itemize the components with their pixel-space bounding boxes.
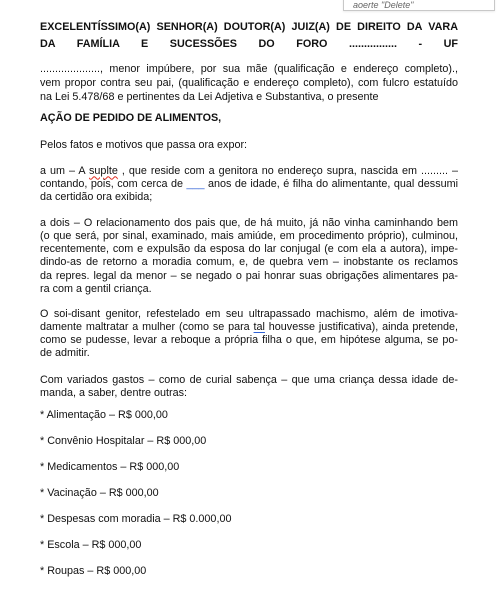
expense-list [40,402,458,584]
heading-line: EXCELENTÍSSIMO(A) SENHOR(A) DOUTOR(A) JUIZ(A) DE DIREITO DA VARA [40,21,458,33]
paragraph-expenses-intro [40,374,458,401]
intro-line: ...................., menor impúbere, por sua mãe (qualificação e endereço completo)., [40,63,458,75]
intro-line: na Lei 5.478/68 e pertinentes da Lei Adjetiva e Substantiva, o presente [40,91,379,103]
court-address-heading [40,19,458,53]
text-run: houvesse justificativa), ainda pretende, [264,320,458,333]
paragraph-line: ra com a gentil criança. [40,282,152,295]
paragraph-line [40,165,458,178]
expense-item: * Roupas – R$ 000,00 [40,565,147,577]
paragraph-line: recentemente, com e expulsão da esposa do lar conjugal (e com ela a autora), impe- [40,243,458,256]
paragraph-line: (o que será, por sinal, examinado, mais amiúde, em procedimento próprio), culminou, [40,229,458,242]
spelling-marked-word: suplte [89,164,118,177]
grammar-marked-word: tal [253,320,265,333]
text-run: anos de idade, é filha do alimentante, qual dessumi [204,177,458,190]
paragraph-soi-disant [40,308,458,361]
expense-item: * Escola – R$ 000,00 [40,539,142,551]
text-run: damente maltratar a mulher (como se para [40,320,254,333]
expense-item: * Despesas com moradia – R$ 0.000,00 [40,513,232,525]
paragraph-line: da repres. legal da menor – se negado o pai honrar suas obrigações alimentares pa- [40,269,458,282]
text-run: a um – A [40,164,90,177]
expense-item: * Medicamentos – R$ 000,00 [40,461,180,473]
paragraph-line: como se pudesse, levar a reboque a própria filha o que, em hipótese alguma, se po- [40,334,458,347]
paragraph-a-um [40,165,458,205]
paragraph-line: O soi-disant genitor, refestelado em seu ultrapassado machismo, além de imotiva- [40,307,458,320]
blank-marked-word: ___ [186,177,205,190]
intro-paragraph [40,62,458,104]
paragraph-a-dois [40,217,458,297]
action-title: AÇÃO DE PEDIDO DE ALIMENTOS, [40,112,222,124]
paragraph-line: da certidão ora exibida; [40,191,153,204]
preamble-text: Pelos fatos e motivos que passa ora expor: [40,139,248,151]
text-run: , que reside com a genitora no endereço supra, nascida em ......... – [117,164,458,177]
expense-item: * Vacinação – R$ 000,00 [40,487,159,499]
paragraph-line: Com variados gastos – como de curial sabença – que uma criança dessa idade de- [40,373,458,386]
heading-line: DA FAMÍLIA E SUCESSÕES DO FORO ................ - UF [40,38,458,50]
text-run: contando, pois, com cerca de [40,177,187,190]
paragraph-line: a dois – O relacionamento dos pais que, de há muito, já não vinha caminhando bem [40,216,458,229]
paragraph-line [40,321,458,334]
expense-item: * Alimentação – R$ 000,00 [40,409,168,421]
delete-hint-tooltip [343,0,495,11]
intro-line: vem propor contra seu pai, (qualificação e endereço completo), com fulcro estatuído [40,77,458,89]
expense-item: * Convênio Hospitalar – R$ 000,00 [40,435,207,447]
paragraph-line: manda, a saber, dentre outras: [40,386,188,399]
paragraph-line: dindo-as de retorno a moradia comum, e, de quebra vem – inobstante os reclamos [40,256,458,269]
paragraph-line [40,178,458,191]
tooltip-text: aoerte "Delete" [353,0,414,10]
paragraph-line: de admitir. [40,347,90,360]
